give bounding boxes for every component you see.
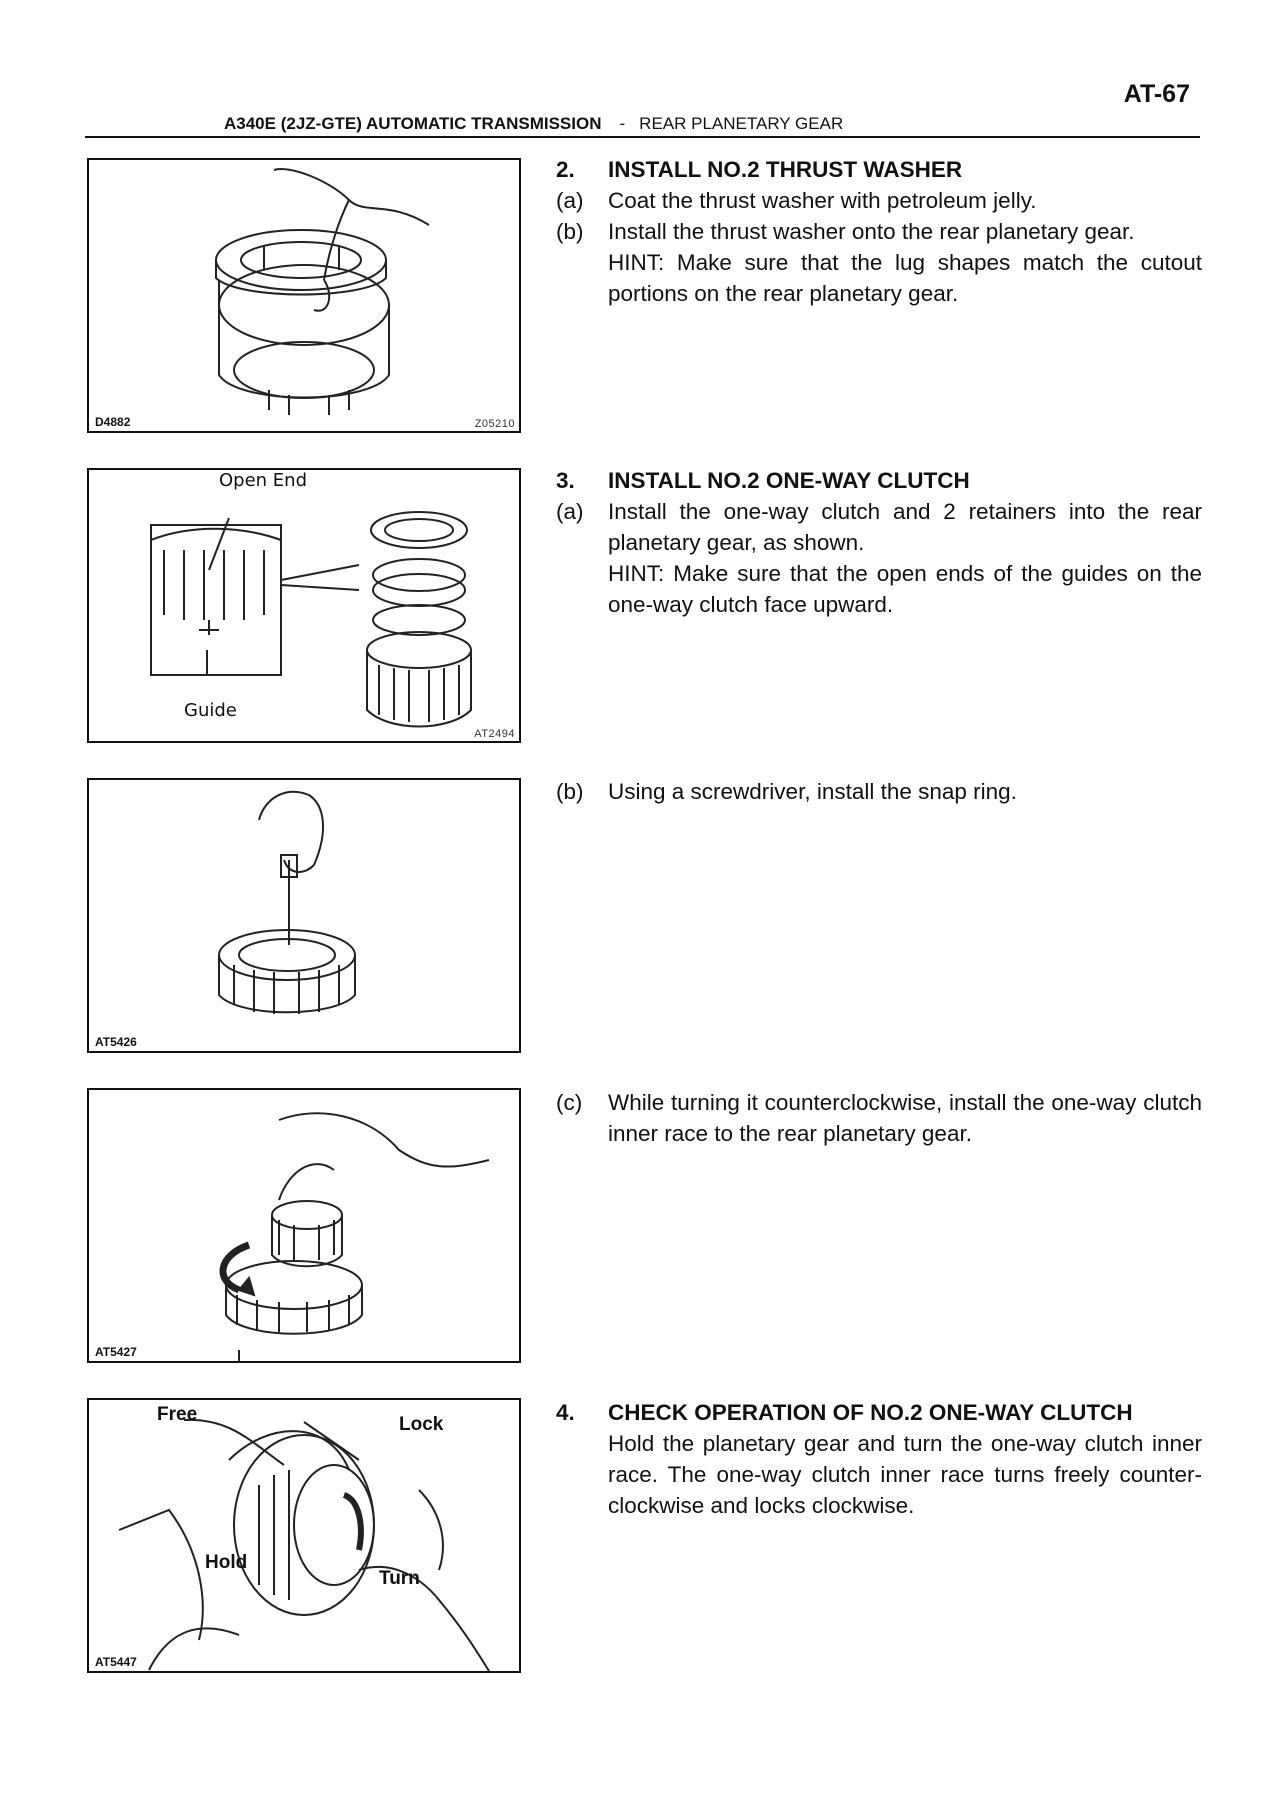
substep-text: While turning it counterclockwise, install the one-way clutch inner race to the rear planetary gear.: [608, 1090, 1202, 1146]
callout-guide: Guide: [184, 700, 237, 721]
step-2a: [556, 185, 1202, 216]
callout-free: Free: [157, 1404, 198, 1425]
step-title: INSTALL NO.2 ONE-WAY CLUTCH: [608, 468, 970, 493]
header-title: A340E (2JZ-GTE) AUTOMATIC TRANSMISSION: [224, 114, 602, 133]
hint-text: HINT: Make sure that the open ends of the guides on the one-way clutch face upward.: [608, 561, 1202, 617]
header-dash: -: [619, 114, 626, 133]
step-4-heading: [556, 1397, 1202, 1428]
figure-inner-race: [87, 1088, 521, 1363]
step-3: [556, 465, 1202, 620]
figure-code: AT5426: [95, 1035, 137, 1049]
substep-label: (a): [556, 188, 584, 213]
step-2b: [556, 216, 1202, 247]
header-rule: [85, 136, 1200, 138]
step-number: 2.: [556, 157, 575, 182]
header-section: REAR PLANETARY GEAR: [639, 114, 844, 133]
check-operation-illustration: [89, 1400, 519, 1671]
callout-hold: Hold: [205, 1552, 248, 1573]
substep-label: (a): [556, 499, 584, 524]
callout-turn: Turn: [379, 1568, 420, 1589]
figure-thrust-washer: [87, 158, 521, 433]
figure-one-way-clutch: [87, 468, 521, 743]
substep-label: (b): [556, 779, 584, 804]
step-number: 4.: [556, 1400, 575, 1425]
step-2: [556, 154, 1202, 309]
running-header: [224, 114, 843, 134]
step-3b: [556, 776, 1202, 807]
callout-lock: Lock: [399, 1414, 444, 1435]
step-title: INSTALL NO.2 THRUST WASHER: [608, 157, 963, 182]
step-4: [556, 1397, 1202, 1521]
hint-text: HINT: Make sure that the lug shapes match the cutout portions on the rear planetary gear.: [608, 250, 1202, 306]
step-3a: [556, 496, 1202, 558]
step-2-heading: [556, 154, 1202, 185]
page-number: AT-67: [1123, 80, 1190, 108]
callout-open-end: Open End: [219, 470, 308, 491]
step-3c: [556, 1087, 1202, 1149]
one-way-clutch-illustration: [89, 470, 519, 741]
snap-ring-illustration: [89, 780, 519, 1051]
substep-label: (b): [556, 219, 584, 244]
substep-text: Install the one-way clutch and 2 retainers into the rear planetary gear, as shown.: [608, 499, 1202, 555]
thrust-washer-illustration: [89, 160, 519, 431]
figure-code: D4882: [95, 415, 131, 429]
inner-race-illustration: [89, 1090, 519, 1361]
substep-text: Install the thrust washer onto the rear planetary gear.: [608, 219, 1135, 244]
step-3-heading: [556, 465, 1202, 496]
figure-check-operation: [87, 1398, 521, 1673]
figure-code: AT5447: [95, 1655, 137, 1669]
figure-snap-ring: [87, 778, 521, 1053]
step-number: 3.: [556, 468, 575, 493]
figure-ref: Z05210: [474, 418, 515, 430]
figure-ref: AT2494: [474, 728, 515, 740]
substep-label: (c): [556, 1090, 583, 1115]
step-4-text: Hold the planetary gear and turn the one-way clutch inner race. The one-way clutch inner race turns freely counter-clockwise and locks clockwise.: [608, 1431, 1202, 1518]
substep-text: Using a screwdriver, install the snap ring.: [608, 779, 1017, 804]
step-title: CHECK OPERATION OF NO.2 ONE-WAY CLUTCH: [608, 1400, 1133, 1425]
figure-code: AT5427: [95, 1345, 137, 1359]
substep-text: Coat the thrust washer with petroleum jelly.: [608, 188, 1037, 213]
